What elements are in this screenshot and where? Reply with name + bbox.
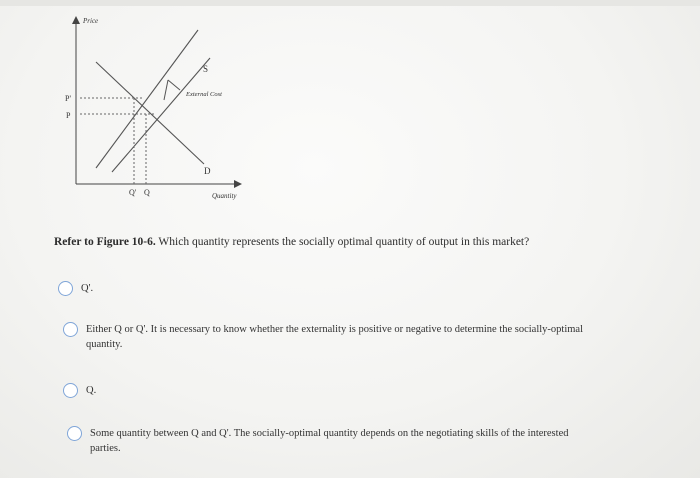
supply-label: S: [203, 64, 209, 74]
answer-option-label: Q.: [86, 385, 97, 396]
answer-option-either[interactable]: [63, 322, 623, 352]
question-ref: Refer to Figure 10-6.: [54, 236, 156, 248]
demand-curve: [96, 62, 204, 164]
x-axis-arrow: [234, 180, 242, 188]
answer-option-q[interactable]: [63, 383, 96, 398]
y-axis-arrow: [72, 16, 80, 24]
y-axis-label: Price: [83, 17, 99, 25]
radio-button[interactable]: [67, 426, 82, 441]
demand-label: D: [204, 166, 211, 176]
social-cost-curve: [96, 30, 198, 168]
answer-option-between[interactable]: [67, 426, 627, 456]
figure-svg: [0, 0, 700, 220]
question-body: Which quantity represents the socially optimal quantity of output in this market?: [155, 236, 530, 248]
price-p-prime-label: P': [65, 94, 71, 103]
answer-option-label: Either Q or Q'. It is necessary to know whether the externality is positive or negative to determine the socially-optimal quantity.: [86, 324, 584, 350]
supply-curve: [112, 58, 210, 172]
answer-option-q-prime[interactable]: [58, 281, 93, 296]
radio-button[interactable]: [63, 322, 78, 337]
qty-q-prime-label: Q': [129, 188, 137, 197]
x-axis-label: Quantity: [212, 192, 237, 200]
answer-option-label: Q'.: [81, 283, 94, 294]
external-cost-arrow: [168, 80, 180, 90]
external-cost-arrow: [164, 80, 168, 100]
radio-button[interactable]: [58, 281, 73, 296]
qty-q-label: Q: [144, 188, 150, 197]
externality-figure: [0, 0, 700, 220]
question-text: [54, 235, 674, 250]
price-p-label: P: [66, 111, 71, 120]
external-cost-label: External Cost: [186, 91, 222, 98]
radio-button[interactable]: [63, 383, 78, 398]
answer-option-label: Some quantity between Q and Q'. The socially-optimal quantity depends on the negotiating skills of the interested parties.: [90, 428, 569, 454]
